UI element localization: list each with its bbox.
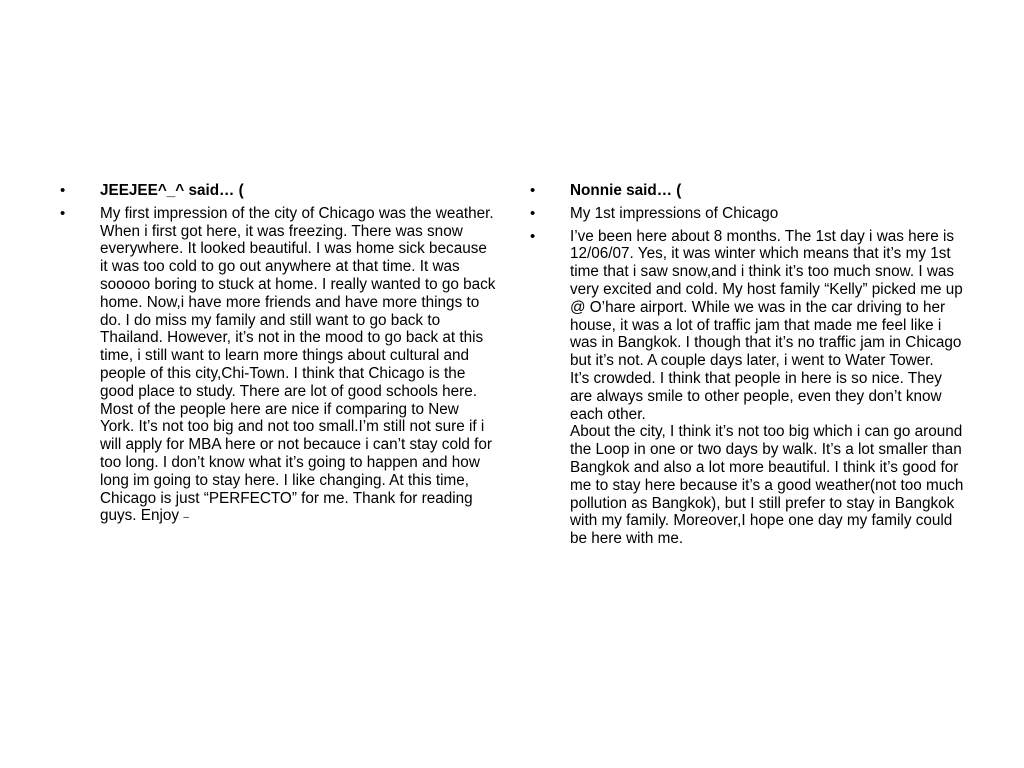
right-column: [530, 182, 966, 553]
right-heading: Nonnie said… (: [570, 182, 682, 199]
right-body-item: [530, 228, 966, 548]
left-body-item: [60, 205, 496, 527]
left-tail-mark: –: [183, 512, 189, 524]
left-paragraph-1: My first impression of the city of Chicago was the weather. When i first got here, it was freezing. There was snow everywhere. It looked beautiful. I was home sick because it was too cold to go out anywhere at that time. It was sooooo boring to stuck at home. I really wanted to go back home. Now,i have more friends and have more things to do. I do miss my family and still want to go back to Thailand. However, it’s not in the mood to go back at this time, i still want to learn more things about cultural and people of this city,Chi-Town. I think that Chicago is the good place to study. There are lot of good schools here.: [100, 204, 496, 400]
right-heading-item: [530, 182, 966, 200]
left-heading-item: [60, 182, 496, 200]
left-column: [60, 182, 496, 532]
bullet-icon: •: [530, 182, 536, 199]
right-paragraph-3: About the city, I think it’s not too big which i can go around the Loop in one or two days by walk. It’s a lot smaller than Bangkok and also a lot more beautiful. I think it’s good for me to stay here because it’s a good weather(not too much pollution as Bangkok), but I still prefer to stay in Bangkok with my family. Moreover,I hope one day my family could be here with me.: [570, 423, 964, 548]
left-paragraph-2-text: Most of the people here are nice if comparing to New York. It’s not too big and not too small.I’m still not sure if i will apply for MBA here or not becauce i can’t stay cold for too long. I don’t know what it’s going to happen and how long im going to stay here. I like changing. At this time, Chicago is just “PERFECTO” for me. Thank for reading guys. Enjoy: [100, 400, 492, 525]
bullet-icon: •: [60, 204, 66, 222]
left-paragraph-2: [100, 401, 496, 528]
bullet-icon: •: [60, 182, 66, 199]
right-paragraph-1: I’ve been here about 8 months. The 1st day i was here is 12/06/07. Yes, it was winter which means that it’s my 1st time that i saw snow,and i think it’s too much snow. I was very excited and cold. My host family “Kelly” picked me up @ O’hare airport. While we was in the car driving to her house, it was a lot of traffic jam that made me feel like i was in Bangkok. I though that it’s no traffic jam in Chicago but it’s not. A couple days later, i went to Water Tower.: [570, 227, 963, 370]
right-body: [570, 228, 966, 548]
bullet-icon: •: [530, 227, 536, 245]
left-body: [100, 205, 496, 527]
left-heading: JEEJEE^_^ said… (: [100, 182, 244, 199]
bullet-icon: •: [530, 204, 536, 222]
right-paragraph-2: It’s crowded. I think that people in here is so nice. They are always smile to other people, even they don’t know each other.: [570, 369, 942, 423]
right-subheading: My 1st impressions of Chicago: [570, 204, 779, 222]
right-subheading-item: [530, 205, 966, 223]
